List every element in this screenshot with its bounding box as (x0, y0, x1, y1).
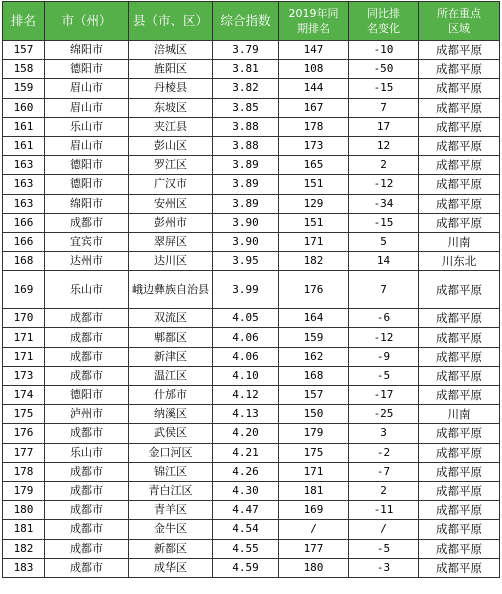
cell-rank-2019: / (279, 520, 349, 539)
cell-county: 达川区 (129, 252, 213, 271)
table-row (3, 252, 500, 271)
header-index: 综合指数 (213, 2, 279, 41)
cell-rank-2019: 151 (279, 213, 349, 232)
ranking-table-container (2, 1, 500, 578)
cell-index: 3.89 (213, 156, 279, 175)
cell-key-area: 成都平原 (419, 41, 500, 60)
cell-key-area: 成都平原 (419, 175, 500, 194)
cell-index: 3.88 (213, 117, 279, 136)
cell-rank-change: -5 (349, 539, 419, 558)
table-row (3, 443, 500, 462)
cell-rank-change: -5 (349, 366, 419, 385)
cell-rank: 158 (3, 60, 45, 79)
table-row (3, 213, 500, 232)
cell-index: 4.06 (213, 328, 279, 347)
cell-key-area: 成都平原 (419, 79, 500, 98)
table-row (3, 539, 500, 558)
cell-index: 3.79 (213, 41, 279, 60)
table-row (3, 136, 500, 155)
cell-rank-change: -9 (349, 347, 419, 366)
cell-city: 成都市 (45, 328, 129, 347)
cell-key-area: 川南 (419, 232, 500, 251)
cell-rank-change: 17 (349, 117, 419, 136)
cell-rank-change: / (349, 520, 419, 539)
header-rank-change (349, 2, 419, 41)
cell-rank-change: 7 (349, 98, 419, 117)
cell-key-area: 成都平原 (419, 366, 500, 385)
table-row (3, 60, 500, 79)
cell-rank: 182 (3, 539, 45, 558)
cell-county: 东坡区 (129, 98, 213, 117)
cell-rank-2019: 181 (279, 481, 349, 500)
cell-rank-2019: 162 (279, 347, 349, 366)
cell-rank: 169 (3, 271, 45, 309)
cell-key-area: 成都平原 (419, 271, 500, 309)
table-row (3, 232, 500, 251)
cell-rank-change: -6 (349, 309, 419, 328)
table-row (3, 481, 500, 500)
header-rank-2019-line2: 期排名 (297, 22, 330, 35)
cell-key-area: 成都平原 (419, 117, 500, 136)
cell-rank: 174 (3, 386, 45, 405)
cell-rank: 183 (3, 558, 45, 577)
cell-rank-2019: 171 (279, 232, 349, 251)
table-row (3, 366, 500, 385)
cell-rank-change: -11 (349, 501, 419, 520)
cell-rank-2019: 176 (279, 271, 349, 309)
cell-city: 德阳市 (45, 175, 129, 194)
cell-rank-change: 14 (349, 252, 419, 271)
cell-county: 丹棱县 (129, 79, 213, 98)
cell-rank: 175 (3, 405, 45, 424)
cell-rank: 163 (3, 194, 45, 213)
table-row (3, 328, 500, 347)
header-rank-change-line1: 同比排 (367, 7, 400, 20)
cell-city: 成都市 (45, 366, 129, 385)
cell-index: 4.21 (213, 443, 279, 462)
table-row (3, 41, 500, 60)
cell-city: 成都市 (45, 501, 129, 520)
table-row (3, 347, 500, 366)
cell-rank-2019: 150 (279, 405, 349, 424)
cell-city: 达州市 (45, 252, 129, 271)
cell-rank: 166 (3, 213, 45, 232)
table-row (3, 117, 500, 136)
cell-index: 3.85 (213, 98, 279, 117)
cell-rank: 178 (3, 462, 45, 481)
cell-index: 3.90 (213, 232, 279, 251)
cell-rank-change: 2 (349, 156, 419, 175)
cell-rank-2019: 108 (279, 60, 349, 79)
cell-index: 4.47 (213, 501, 279, 520)
header-rank: 排名 (3, 2, 45, 41)
cell-county: 罗江区 (129, 156, 213, 175)
cell-rank-2019: 182 (279, 252, 349, 271)
cell-rank-change: -12 (349, 175, 419, 194)
cell-rank-change: -12 (349, 328, 419, 347)
cell-county: 安州区 (129, 194, 213, 213)
cell-county: 新都区 (129, 539, 213, 558)
cell-index: 4.06 (213, 347, 279, 366)
cell-index: 3.88 (213, 136, 279, 155)
cell-index: 3.82 (213, 79, 279, 98)
cell-county: 金牛区 (129, 520, 213, 539)
cell-key-area: 成都平原 (419, 156, 500, 175)
header-county: 县（市、区） (129, 2, 213, 41)
header-rank-2019 (279, 2, 349, 41)
cell-rank: 171 (3, 328, 45, 347)
cell-rank-2019: 164 (279, 309, 349, 328)
cell-index: 3.99 (213, 271, 279, 309)
cell-rank: 173 (3, 366, 45, 385)
cell-key-area: 成都平原 (419, 347, 500, 366)
cell-county: 青白江区 (129, 481, 213, 500)
cell-index: 4.55 (213, 539, 279, 558)
table-row (3, 501, 500, 520)
cell-rank-change: 12 (349, 136, 419, 155)
cell-county: 翠屏区 (129, 232, 213, 251)
cell-rank: 171 (3, 347, 45, 366)
cell-key-area: 成都平原 (419, 501, 500, 520)
cell-index: 4.54 (213, 520, 279, 539)
cell-index: 3.81 (213, 60, 279, 79)
cell-city: 乐山市 (45, 117, 129, 136)
cell-rank-2019: 171 (279, 462, 349, 481)
cell-county: 郫都区 (129, 328, 213, 347)
cell-rank-change: -7 (349, 462, 419, 481)
cell-rank: 163 (3, 175, 45, 194)
cell-county: 锦江区 (129, 462, 213, 481)
header-key-area (419, 2, 500, 41)
cell-rank: 163 (3, 156, 45, 175)
header-key-area-line2: 区域 (448, 22, 470, 35)
cell-key-area: 成都平原 (419, 386, 500, 405)
cell-index: 3.90 (213, 213, 279, 232)
cell-city: 成都市 (45, 520, 129, 539)
cell-index: 4.26 (213, 462, 279, 481)
cell-city: 泸州市 (45, 405, 129, 424)
cell-rank-change: -2 (349, 443, 419, 462)
cell-index: 3.89 (213, 175, 279, 194)
cell-index: 4.13 (213, 405, 279, 424)
cell-rank: 160 (3, 98, 45, 117)
cell-city: 成都市 (45, 213, 129, 232)
cell-rank: 168 (3, 252, 45, 271)
cell-key-area: 成都平原 (419, 462, 500, 481)
cell-key-area: 川东北 (419, 252, 500, 271)
cell-rank-2019: 147 (279, 41, 349, 60)
cell-city: 眉山市 (45, 79, 129, 98)
cell-key-area: 成都平原 (419, 328, 500, 347)
cell-key-area: 成都平原 (419, 443, 500, 462)
cell-city: 成都市 (45, 347, 129, 366)
cell-index: 4.12 (213, 386, 279, 405)
cell-county: 青羊区 (129, 501, 213, 520)
cell-city: 德阳市 (45, 156, 129, 175)
cell-key-area: 川南 (419, 405, 500, 424)
cell-key-area: 成都平原 (419, 558, 500, 577)
cell-city: 成都市 (45, 462, 129, 481)
table-row (3, 309, 500, 328)
cell-rank-change: -15 (349, 213, 419, 232)
cell-rank-change: -50 (349, 60, 419, 79)
header-city: 市（州） (45, 2, 129, 41)
cell-rank: 161 (3, 117, 45, 136)
cell-key-area: 成都平原 (419, 136, 500, 155)
cell-key-area: 成都平原 (419, 424, 500, 443)
cell-county: 广汉市 (129, 175, 213, 194)
cell-rank-2019: 177 (279, 539, 349, 558)
cell-county: 武侯区 (129, 424, 213, 443)
cell-county: 金口河区 (129, 443, 213, 462)
cell-rank: 170 (3, 309, 45, 328)
cell-city: 成都市 (45, 309, 129, 328)
cell-rank-change: 5 (349, 232, 419, 251)
table-row (3, 175, 500, 194)
cell-rank-change: -25 (349, 405, 419, 424)
table-row (3, 194, 500, 213)
cell-rank-2019: 180 (279, 558, 349, 577)
cell-county: 峨边彝族自治县 (129, 271, 213, 309)
cell-city: 成都市 (45, 424, 129, 443)
cell-rank-2019: 175 (279, 443, 349, 462)
cell-index: 4.30 (213, 481, 279, 500)
header-rank-change-line2: 名变化 (367, 22, 400, 35)
cell-county: 彭山区 (129, 136, 213, 155)
table-row (3, 79, 500, 98)
cell-key-area: 成都平原 (419, 309, 500, 328)
table-row (3, 386, 500, 405)
cell-county: 什邡市 (129, 386, 213, 405)
cell-rank: 181 (3, 520, 45, 539)
cell-rank-2019: 151 (279, 175, 349, 194)
table-row (3, 462, 500, 481)
cell-city: 德阳市 (45, 386, 129, 405)
cell-rank: 179 (3, 481, 45, 500)
cell-city: 绵阳市 (45, 41, 129, 60)
cell-rank-2019: 173 (279, 136, 349, 155)
cell-rank: 176 (3, 424, 45, 443)
cell-rank-change: -17 (349, 386, 419, 405)
cell-county: 成华区 (129, 558, 213, 577)
table-row (3, 98, 500, 117)
cell-city: 宜宾市 (45, 232, 129, 251)
table-row (3, 405, 500, 424)
cell-county: 新津区 (129, 347, 213, 366)
cell-county: 涪城区 (129, 41, 213, 60)
cell-rank-2019: 157 (279, 386, 349, 405)
header-key-area-line1: 所在重点 (437, 7, 481, 20)
cell-key-area: 成都平原 (419, 520, 500, 539)
cell-index: 4.59 (213, 558, 279, 577)
cell-index: 4.05 (213, 309, 279, 328)
cell-rank-2019: 178 (279, 117, 349, 136)
table-row (3, 271, 500, 309)
cell-rank: 161 (3, 136, 45, 155)
cell-city: 乐山市 (45, 443, 129, 462)
cell-rank: 159 (3, 79, 45, 98)
cell-city: 眉山市 (45, 136, 129, 155)
cell-index: 3.89 (213, 194, 279, 213)
cell-county: 双流区 (129, 309, 213, 328)
cell-rank: 157 (3, 41, 45, 60)
cell-county: 夹江县 (129, 117, 213, 136)
cell-rank-change: 2 (349, 481, 419, 500)
table-row (3, 558, 500, 577)
cell-county: 纳溪区 (129, 405, 213, 424)
cell-rank-2019: 168 (279, 366, 349, 385)
table-body (3, 41, 500, 578)
cell-city: 成都市 (45, 558, 129, 577)
cell-rank-change: -10 (349, 41, 419, 60)
cell-rank-2019: 179 (279, 424, 349, 443)
cell-key-area: 成都平原 (419, 98, 500, 117)
cell-rank-change: -3 (349, 558, 419, 577)
cell-rank-change: 3 (349, 424, 419, 443)
cell-city: 乐山市 (45, 271, 129, 309)
cell-city: 眉山市 (45, 98, 129, 117)
header-rank-2019-line1: 2019年同 (288, 7, 339, 20)
cell-city: 德阳市 (45, 60, 129, 79)
cell-rank: 180 (3, 501, 45, 520)
header-row (3, 2, 500, 41)
cell-key-area: 成都平原 (419, 481, 500, 500)
cell-rank-2019: 167 (279, 98, 349, 117)
cell-index: 4.10 (213, 366, 279, 385)
cell-key-area: 成都平原 (419, 60, 500, 79)
cell-rank: 166 (3, 232, 45, 251)
cell-county: 旌阳区 (129, 60, 213, 79)
cell-rank-change: 7 (349, 271, 419, 309)
cell-key-area: 成都平原 (419, 194, 500, 213)
cell-rank-2019: 129 (279, 194, 349, 213)
cell-county: 彭州市 (129, 213, 213, 232)
cell-key-area: 成都平原 (419, 213, 500, 232)
cell-rank-2019: 165 (279, 156, 349, 175)
cell-rank-2019: 159 (279, 328, 349, 347)
table-row (3, 156, 500, 175)
cell-county: 温江区 (129, 366, 213, 385)
table-row (3, 520, 500, 539)
cell-rank: 177 (3, 443, 45, 462)
cell-city: 成都市 (45, 539, 129, 558)
cell-rank-2019: 144 (279, 79, 349, 98)
cell-city: 成都市 (45, 481, 129, 500)
cell-index: 4.20 (213, 424, 279, 443)
cell-city: 绵阳市 (45, 194, 129, 213)
cell-index: 3.95 (213, 252, 279, 271)
ranking-table (2, 1, 500, 578)
cell-key-area: 成都平原 (419, 539, 500, 558)
cell-rank-2019: 169 (279, 501, 349, 520)
cell-rank-change: -34 (349, 194, 419, 213)
cell-rank-change: -15 (349, 79, 419, 98)
table-row (3, 424, 500, 443)
